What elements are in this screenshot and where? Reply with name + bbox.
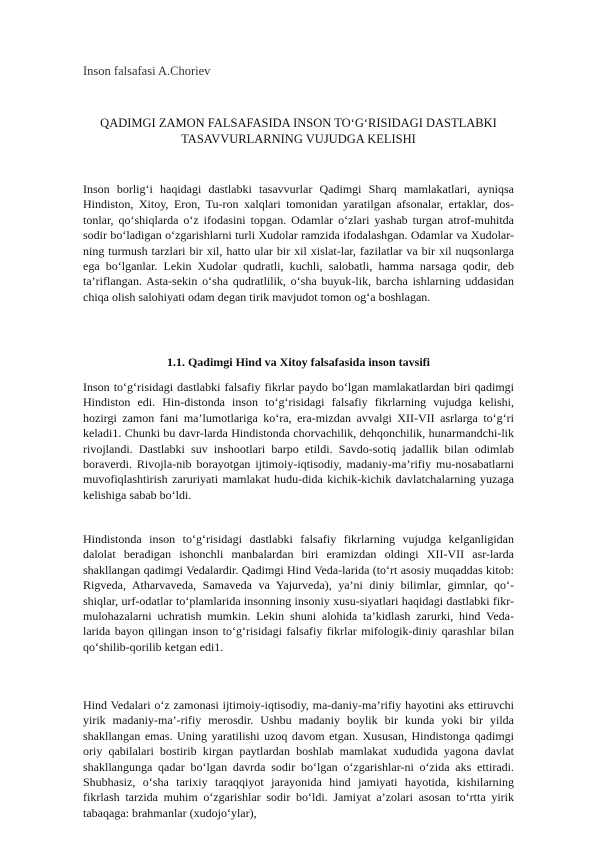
chapter-title: QADIMGI ZAMON FALSAFASIDA INSON TO‘G‘RISIDAGI DASTLABKI TASAVVURLARNING VUJUDGA KELISHI xyxy=(100,116,497,146)
paragraph-3: Hindistonda inson to‘g‘risidagi dastlabki falsafiy fikrlarning vujudga kelganligidan dalolat beradigan ishonchli manbalardan biri eramizdan oldingi XII-VII asr-larda shakllangan qadimgi Vedalardir. Qadimgi Hind Veda-larida (to‘rt asosiy muqaddas kitob: Rigveda, Atharvaveda, Samaveda va Yajurveda), ya’ni diniy bilimlar, gimnlar, qo‘-shiqlar, urf-odatlar to‘plamlarida insonning insoniy xusu-siyatlari haqidagi dastlabki fikr-mulohazalarni uchratish mumkin. Lekin shuni alohida ta’kidlash zarurki, hind Veda-larida bayon qilingan inson to‘g‘risidagi falsafiy fikrlar mifologik-diniy qarashlar bilan qo‘shilib-qorilib ketgan edi1. xyxy=(83,532,514,654)
paragraph-2: Inson to‘g‘risidagi dastlabki falsafiy fikrlar paydo bo‘lgan mamlakatlardan biri qadimgi Hindiston edi. Hin-distonda inson to‘g‘risidagi falsafiy fikrlarning vujudga kelishi, hozirgi zamon fani ma’lumotlariga ko‘ra, era-mizdan avvalgi XII-VII asrlarga to‘g‘ri keladi1. Chunki bu davr-larda Hindistonda chorvachilik, dehqonchilik, hunarmandchi-lik rivojlandi. Dastlabki suv inshootlari barpo etildi. Savdo-sotiq jadallik bilan odimlab boraverdi. Rivojla-nib borayotgan ijtimoiy-iqtisodiy, madaniy-ma’rifiy mu-nosabatlarni muvofiqlashtirish zaruriyati mamlakat hudu-dida kichik-kichik davlatchalarning yuzaga kelishiga sabab bo‘ldi. xyxy=(83,380,514,502)
running-header: Inson falsafasi A.Choriev xyxy=(83,64,211,78)
paragraph-intro: Inson borlig‘i haqidagi dastlabki tasavvurlar Qadimgi Sharq mamlakatlari, ayniqsa Hindiston, Xitoy, Eron, Tu-ron xalqlari tomonidan yaratilgan afsonalar, ertaklar, dos-tonlar, qo‘shiqlarda o‘z ifodasini topgan. Odamlar o‘zlari yashab turgan atrof-muhitda sodir bo‘ladigan o‘zgarishlarni turli Xudolar ramzida ifodalashgan. Odamlar va Xudolar-ning turmush tarzlari bir xil, hatto ular bir xil xislat-lar, fazilatlar va bir xil nuqsonlarga ega bo‘lganlar. Lekin Xudolar qudratli, kuchli, salobatli, hamma narsaga qodir, deb ta’riflangan. Asta-sekin o‘sha qudratlilik, o‘sha buyuk-lik, barcha ishlarning uddasidan chiqa olish salohiyati odam degan tirik mavjudot tomon og‘a boshlagan. xyxy=(83,182,514,304)
section-heading: 1.1. Qadimgi Hind va Xitoy falsafasida inson tavsifi xyxy=(166,355,431,369)
paragraph-4: Hind Vedalari o‘z zamonasi ijtimoiy-iqtisodiy, ma-daniy-ma’rifiy hayotini aks ettiruvchi yirik madaniy-ma’-rifiy merosdir. Ushbu madaniy boylik bir kunda yoki bir yilda shakllangan emas. Uning yaratilishi uzoq davom etgan. Xususan, Hindistonga qadimgi oriy qabilalari bostirib kirgan paytlardan boshlab mamlakat xududida yagona davlat shakllangunga qadar bo‘lgan davrda sodir bo‘lgan o‘zgarishlar-ni o‘zida aks ettiradi. Shubhasiz, o‘sha tarixiy taraqqiyot jarayonida hind jamiyati hayotida, kishilarning fikrlash tarzida muhim o‘zgarishlar sodir bo‘ldi. Jamiyat a’zolari asosan to‘rtta yirik tabaqaga: brahmanlar (xudojo‘ylar), xyxy=(83,698,514,820)
